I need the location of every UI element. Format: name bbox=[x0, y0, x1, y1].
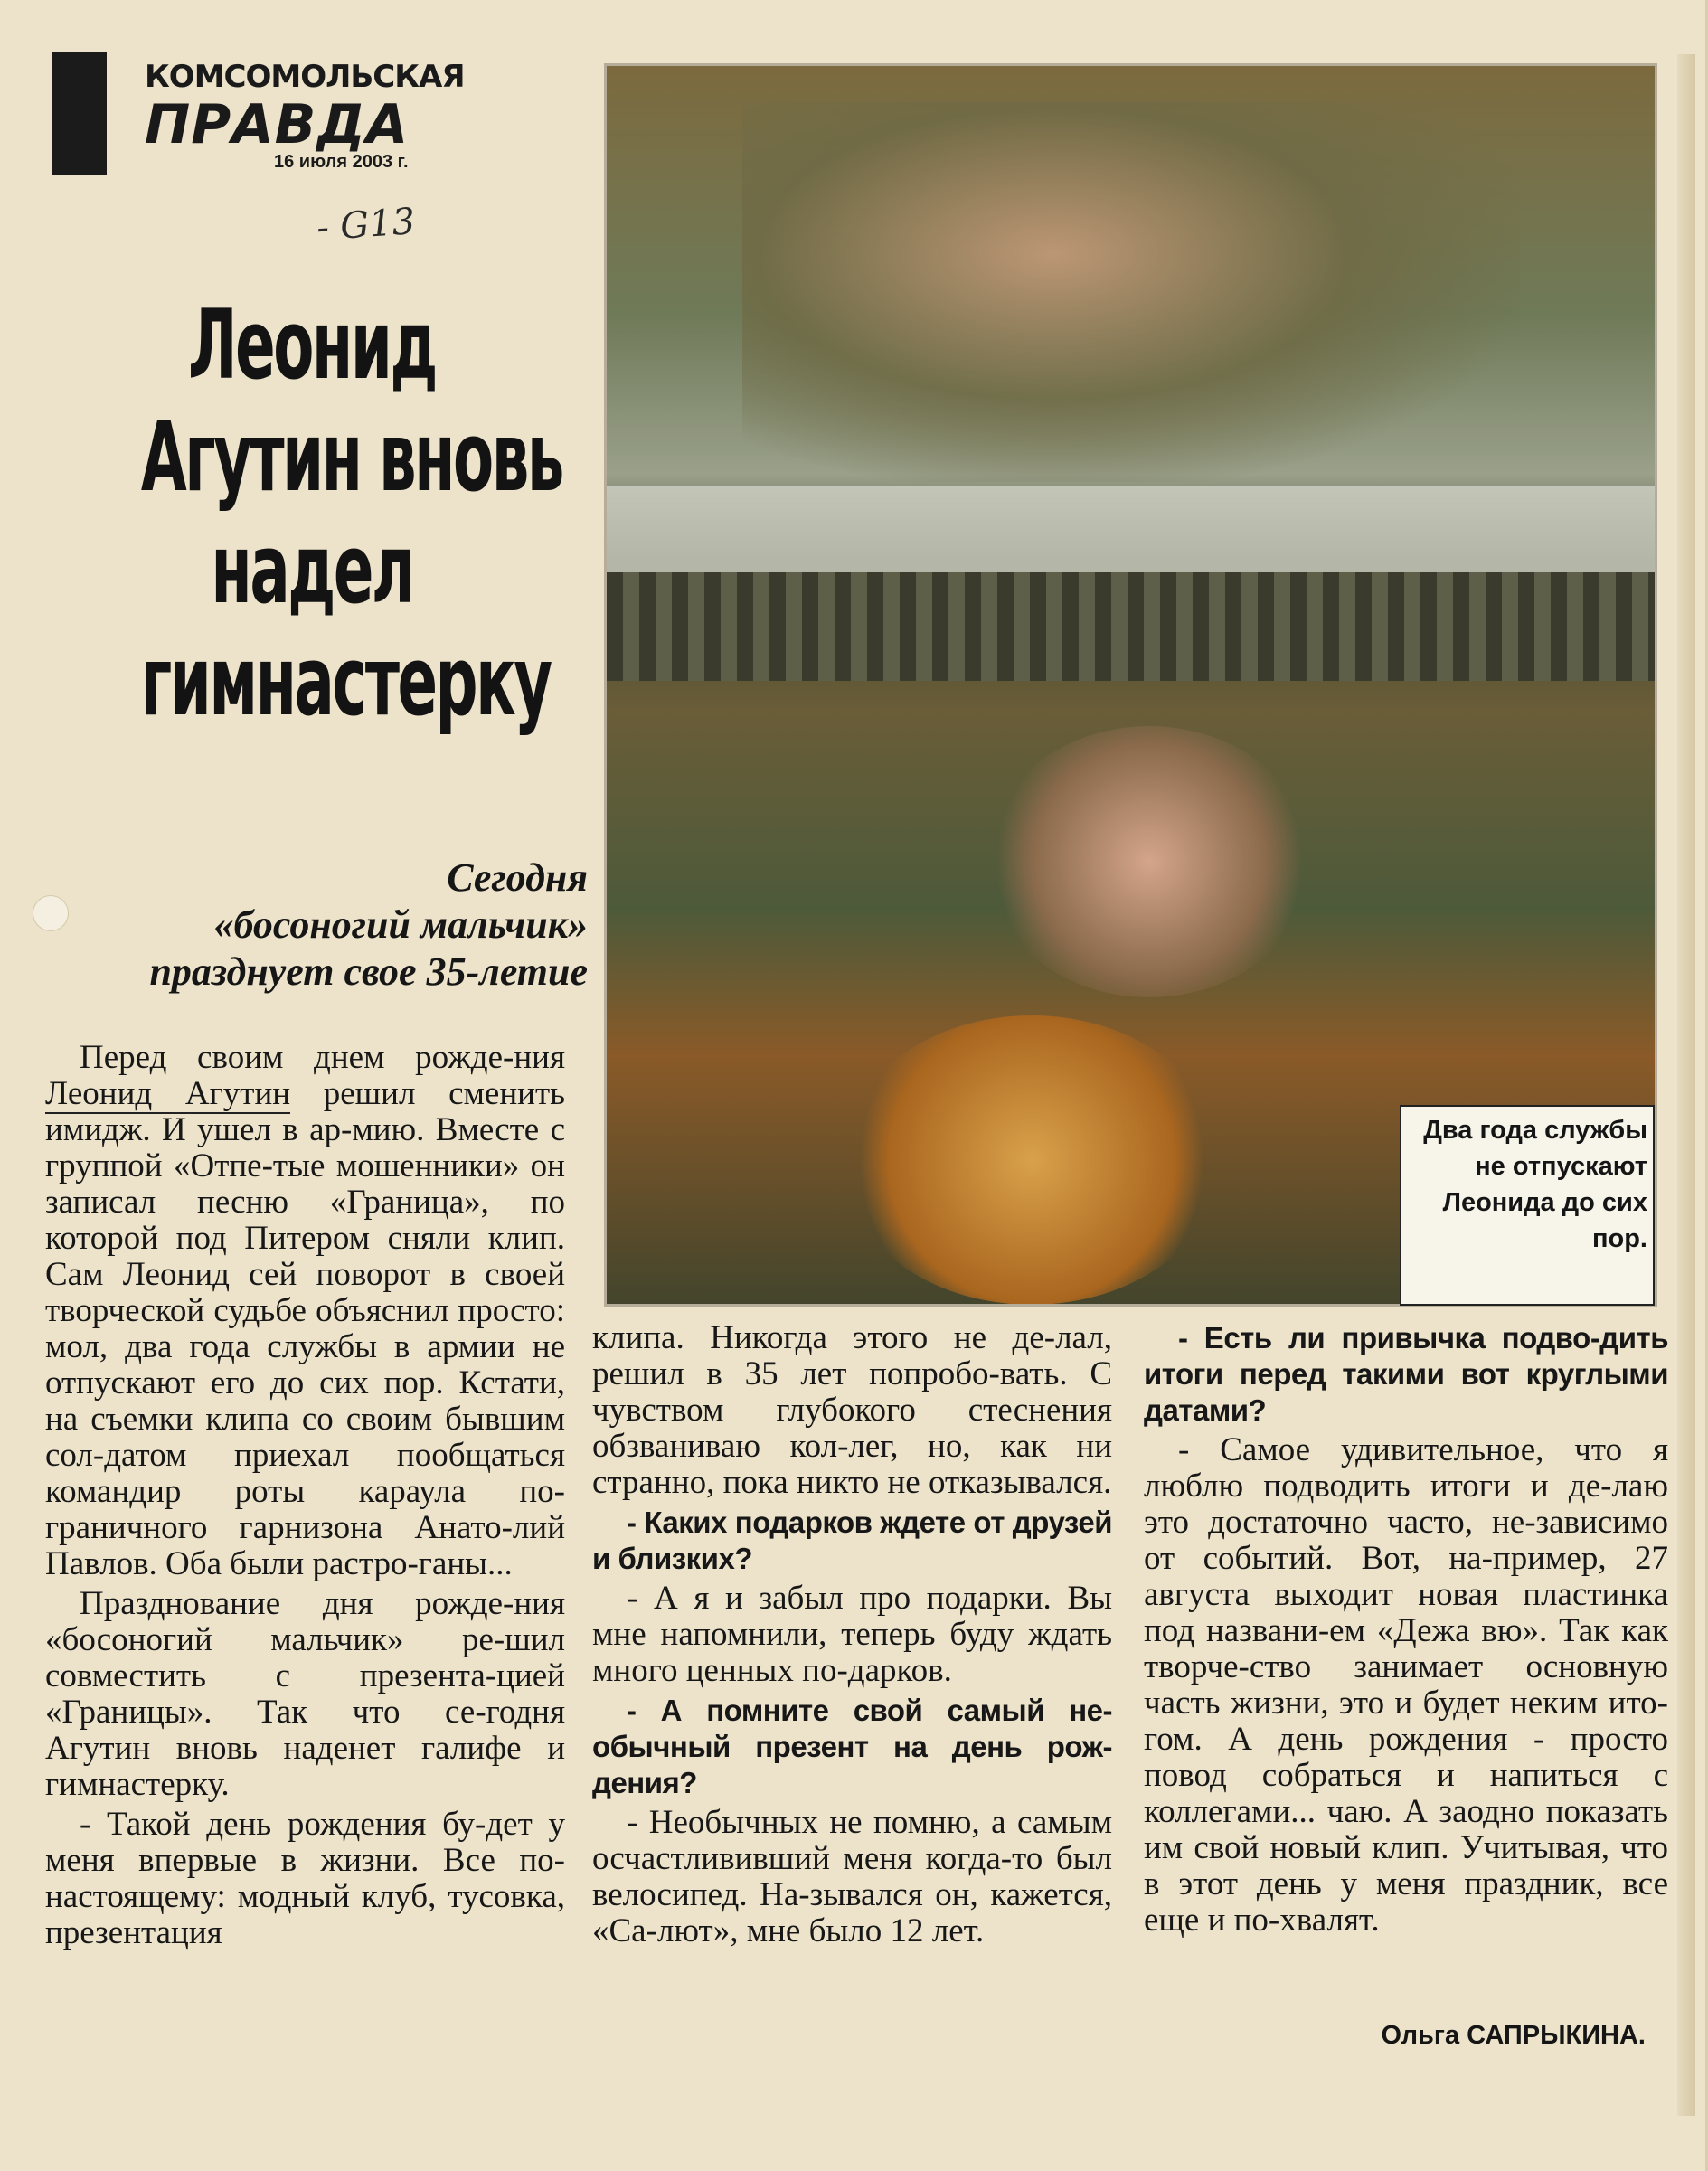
headline-line: гимнастерку bbox=[140, 626, 551, 737]
paragraph-lead: Перед своим днем рожде-ния bbox=[80, 1039, 565, 1076]
paragraph bbox=[45, 1040, 565, 1582]
masthead-name-line1: комсомольская bbox=[145, 47, 465, 98]
paragraph-rest: решил сменить имидж. И ушел в ар-мию. Вместе с группой «Отпе-тые мошенники» он записал песню «Граница», по которой под Питером сняли клип. Сам Леонид сей поворот в своей творческой судьбе объяснил просто: мол, два года службы в армии не отпускают его до сих пор. Кстати, на съемки клипа со своим бывшим сол-датом приехал пообщаться командир роты караула по-граничного гарнизона Анато-лий Павлов. Оба были растро-ганы... bbox=[45, 1075, 565, 1582]
paragraph: Празднование дня рожде-ния «босоногий мальчик» ре-шил совместить с презента-цией «Границы». Так что се-годня Агутин вновь наденет галифе и гимнастерку. bbox=[45, 1585, 565, 1803]
headline-line: Леонид bbox=[188, 289, 436, 401]
interview-answer: - Необычных не помню, а самым осчастлививший меня когда-то был велосипед. На-зывался он, кажется, «Са-лют», мне было 12 лет. bbox=[592, 1804, 1112, 1949]
article-column-2 bbox=[592, 1320, 1112, 1953]
paragraph: - Такой день рождения бу-дет у меня впервые в жизни. Все по-настоящему: модный клуб, тусовка, презентация bbox=[45, 1806, 565, 1951]
headline-line: Агутин вновь bbox=[140, 401, 562, 513]
photo-soldiers-top bbox=[742, 102, 1520, 482]
subheadline bbox=[45, 854, 588, 996]
article-column-1 bbox=[45, 1040, 565, 1955]
interview-question: - А помните свой самый не-обычный презент на день рож-дения? bbox=[592, 1694, 1112, 1799]
masthead-name-line2: ПРАВДА bbox=[145, 93, 410, 156]
photo-guitar bbox=[842, 1015, 1222, 1305]
interview-answer: - Самое удивительное, что я люблю подводить итоги и де-лаю это достаточно часто, не-зависимо от событий. Вот, на-пример, 27 августа выходит новая пластинка под названи-ем «Дежа вю». Так как творче-ство занимает основную часть жизни, это и будет неким ито-гом. А день рождения - просто повод собраться и напиться с коллегами... чаю. А заодно показать им свой новый клип. Учитывая, что в этот день у меня праздник, все еще и по-хвалят. bbox=[1144, 1431, 1668, 1939]
author-byline: Ольга САПРЫКИНА. bbox=[1381, 2021, 1646, 2050]
subhead-line: «босоногий мальчик» bbox=[213, 902, 588, 947]
masthead-bar bbox=[52, 52, 107, 175]
article-column-3 bbox=[1144, 1320, 1668, 1942]
issue-date: 16 июля 2003 г. bbox=[274, 152, 409, 172]
highlighted-name: Леонид Агутин bbox=[45, 1075, 291, 1112]
photo-bunk-frame bbox=[607, 486, 1657, 572]
photo-bunk-springs bbox=[607, 572, 1657, 681]
photo-musician bbox=[986, 726, 1312, 997]
headline-line: надел bbox=[211, 514, 413, 625]
handwritten-note: - G13 bbox=[315, 201, 417, 250]
paragraph: клипа. Никогда этого не де-лал, решил в 35 лет попробо-вать. С чувством глубокого стеснения обзваниваю кол-лег, но, как ни странно, пока никто не отказывался. bbox=[592, 1319, 1112, 1501]
headline bbox=[36, 289, 588, 738]
photo-caption: Два года службы не отпускают Леонида до сих пор. bbox=[1423, 1116, 1647, 1253]
interview-question: - Каких подарков ждете от друзей и близких? bbox=[592, 1506, 1112, 1575]
interview-question: - Есть ли привычка подво-дить итоги перед такими вот круглыми датами? bbox=[1144, 1321, 1668, 1427]
subhead-line: Сегодня bbox=[447, 855, 588, 900]
interview-answer: - А я и забыл про подарки. Вы мне напомнили, теперь буду ждать много ценных по-дарков. bbox=[592, 1580, 1112, 1689]
subhead-line: празднует свое 35-летие bbox=[149, 949, 588, 994]
